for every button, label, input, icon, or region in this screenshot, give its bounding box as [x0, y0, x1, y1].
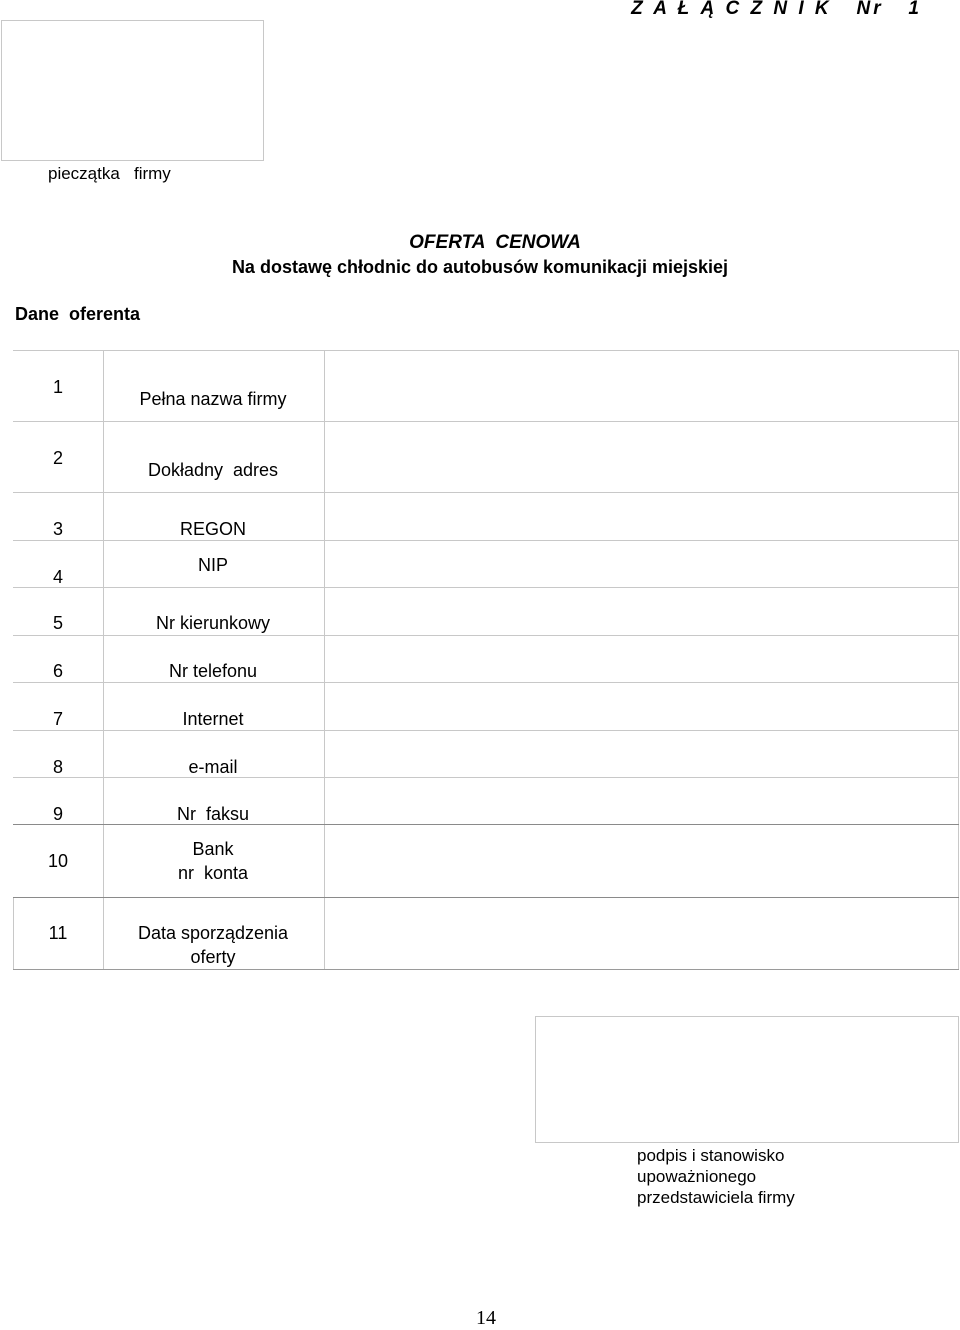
row-number: 2 — [52, 448, 63, 468]
row-label: Pełna nazwa firmy — [139, 389, 287, 409]
regon-field[interactable] — [325, 493, 958, 540]
row-label: Nr telefonu — [168, 661, 258, 681]
row-label: Bank nr konta — [177, 839, 249, 883]
row-number: 10 — [47, 851, 69, 871]
bidder-data-table — [13, 350, 959, 970]
row-label: Dokładny adres — [147, 460, 279, 480]
signature-label-line: upoważnionego — [637, 1167, 757, 1186]
row-label: e-mail — [188, 757, 238, 777]
bidder-data-heading: Dane oferenta — [15, 304, 141, 324]
page-number: 14 — [476, 1307, 496, 1329]
nip-field[interactable] — [325, 541, 958, 587]
table-row — [13, 730, 959, 777]
table-row — [13, 824, 959, 897]
row-number: 9 — [52, 804, 63, 824]
row-number: 3 — [52, 519, 63, 539]
table-row — [13, 897, 959, 970]
row-number: 7 — [52, 709, 63, 729]
company-stamp-box — [1, 20, 264, 161]
annex-title: Z A Ł Ą C Z N I K Nr 1 — [631, 0, 922, 19]
bank-account-field[interactable] — [325, 825, 958, 897]
row-label: Internet — [182, 709, 244, 729]
signature-label-line: podpis i stanowisko — [637, 1146, 785, 1165]
company-name-field[interactable] — [325, 351, 958, 421]
offer-title: OFERTA CENOWA — [409, 232, 581, 253]
row-label: Data sporządzenia oferty — [137, 923, 289, 967]
area-code-field[interactable] — [325, 588, 958, 635]
signature-label-line: przedstawiciela firmy — [637, 1188, 795, 1207]
table-row — [13, 587, 959, 635]
row-number: 11 — [48, 923, 68, 943]
signature-box — [535, 1016, 959, 1143]
row-number: 1 — [52, 377, 63, 397]
row-label: NIP — [197, 555, 228, 575]
phone-field[interactable] — [325, 636, 958, 682]
address-field[interactable] — [325, 422, 958, 492]
signature-label — [637, 1145, 795, 1208]
offer-date-field[interactable] — [325, 898, 958, 969]
table-row — [13, 421, 959, 492]
offer-subtitle: Na dostawę chłodnic do autobusów komunikacji miejskiej — [231, 257, 729, 277]
internet-field[interactable] — [325, 683, 958, 730]
table-row — [13, 492, 959, 540]
row-number: 4 — [52, 567, 63, 587]
row-number: 8 — [52, 757, 63, 777]
company-stamp-label: pieczątka firmy — [48, 164, 171, 183]
table-row — [13, 682, 959, 730]
table-row — [13, 777, 959, 824]
fax-field[interactable] — [325, 778, 958, 824]
row-label: REGON — [179, 519, 246, 539]
row-label: Nr kierunkowy — [155, 613, 271, 633]
row-number: 5 — [52, 613, 63, 633]
table-row — [13, 540, 959, 587]
row-label: Nr faksu — [176, 804, 250, 824]
row-number: 6 — [52, 661, 63, 681]
table-row — [13, 635, 959, 682]
table-row — [13, 350, 959, 421]
email-field[interactable] — [325, 731, 958, 777]
